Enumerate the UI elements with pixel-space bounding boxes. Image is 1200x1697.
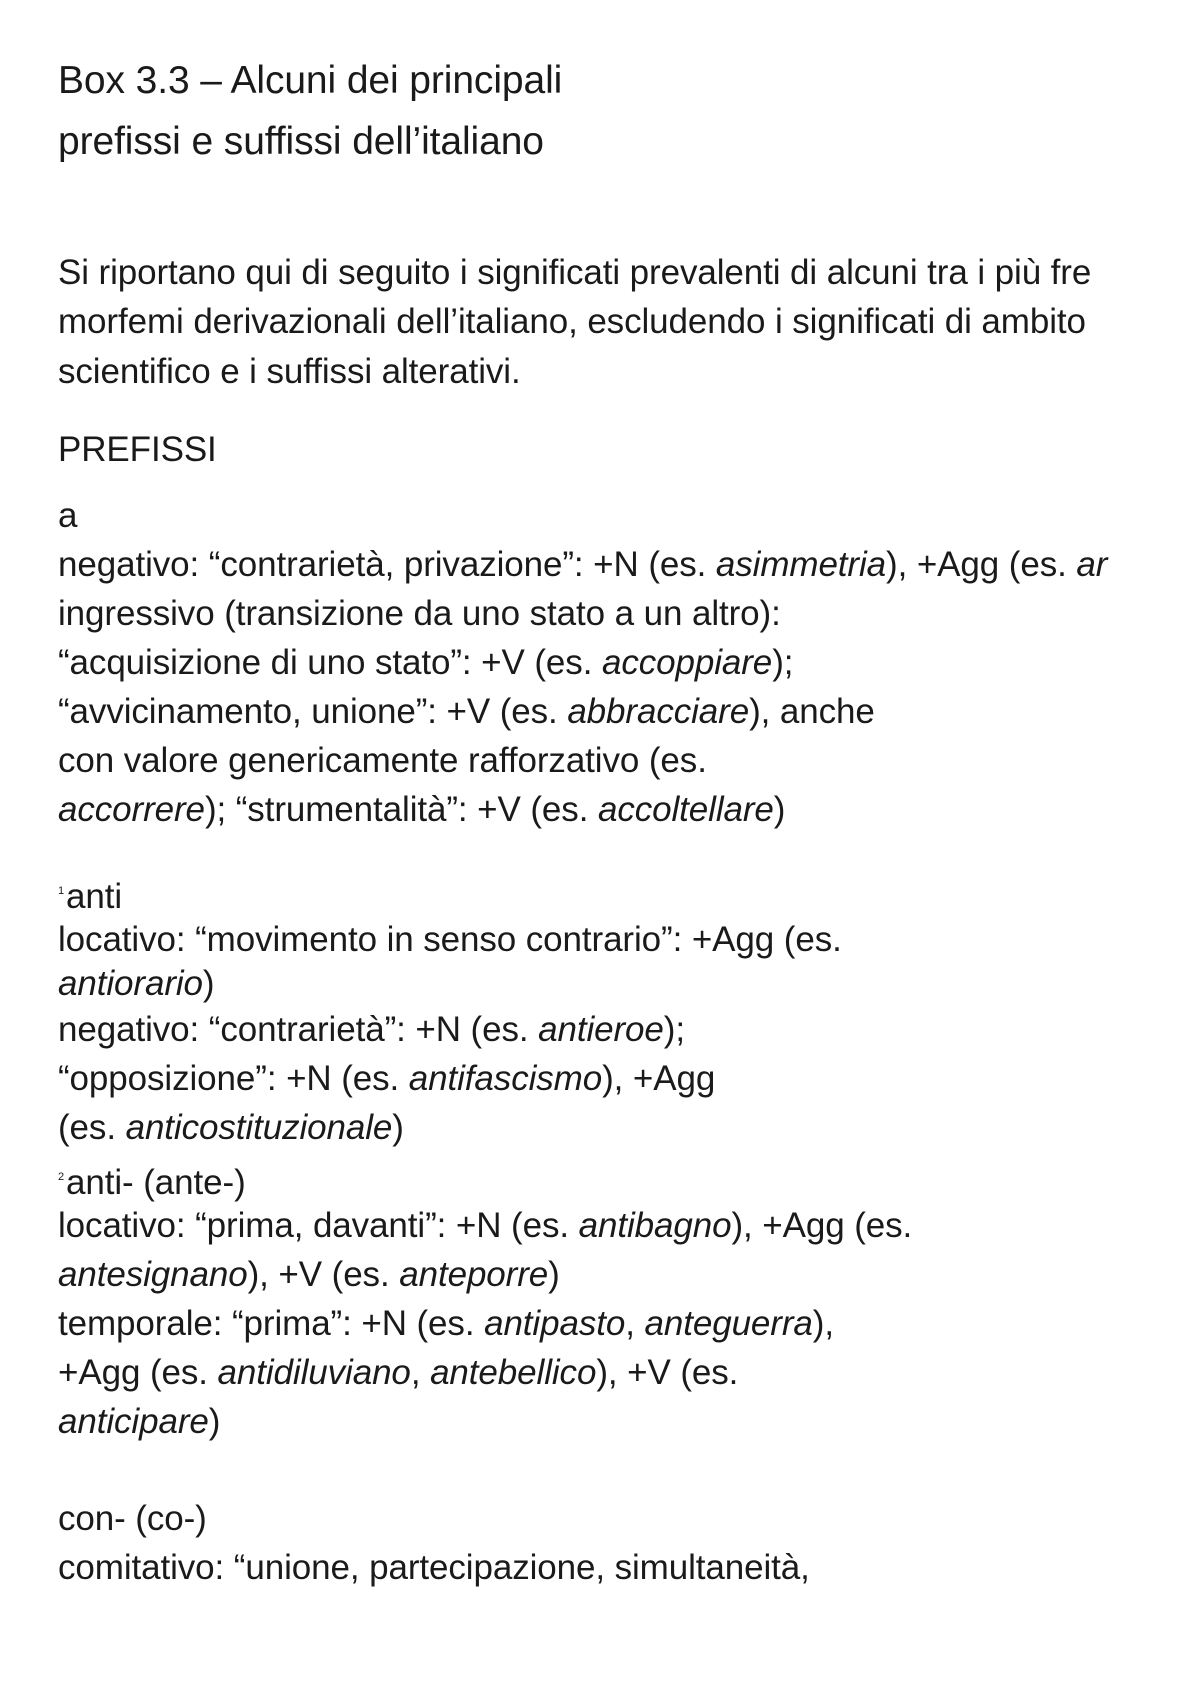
entry-a-line-2: ingressivo (transizione da uno stato a un altro): [58,594,781,633]
entry-anti1-line-4: “opposizione”: +N (es. antifascismo), +Agg [58,1059,716,1098]
entry-anti1-line-1: locativo: “movimento in senso contrario”: +Agg (es. [58,920,842,959]
entry-a-line-3: “acquisizione di uno stato”: +V (es. accoppiare); [58,643,794,682]
intro-line-2: morfemi derivazionali dell’italiano, escludendo i significati di ambito [58,302,1086,341]
box-title-line-2: prefissi e suffissi dell’italiano [58,120,544,163]
intro-line-3: scientifico e i suffissi alterativi. [58,352,521,391]
entry-anti1-line-2: antiorario) [58,964,215,1003]
entry-a-head: a [58,496,78,535]
entry-anti1-head: $^1$anti [58,877,123,916]
entry-con-line-1: comitativo: “unione, partecipazione, simultaneità, [58,1548,810,1587]
entry-anti2-line-3: temporale: “prima”: +N (es. antipasto, anteguerra), [58,1304,834,1343]
entry-anti2-superscript: 2 [58,1171,65,1183]
entry-anti1-line-3: negativo: “contrarietà”: +N (es. antieroe); [58,1010,685,1049]
entry-anti2-head: $^2$anti- (ante-) [58,1163,246,1202]
entry-a-line-4: “avvicinamento, unione”: +V (es. abbracciare), anche [58,692,875,731]
entry-a-line-1: negativo: “contrarietà, privazione”: +N (es. asimmetria), +Agg (es. ar [58,545,1108,584]
entry-anti2-line-2: antesignano), +V (es. anteporre) [58,1255,560,1294]
intro-line-1: Si riportano qui di seguito i significati prevalenti di alcuni tra i più fre [58,253,1092,292]
entry-a-line-6: accorrere); “strumentalità”: +V (es. accoltellare) [58,790,786,829]
entry-anti1-superscript: 1 [58,885,65,897]
entry-con-head: con- (co-) [58,1499,207,1538]
entry-anti2-line-4: +Agg (es. antidiluviano, antebellico), +V (es. [58,1353,739,1392]
entry-anti1-line-5: (es. anticostituzionale) [58,1108,404,1147]
entry-anti2-line-5: anticipare) [58,1402,221,1441]
section-heading: PREFISSI [58,430,217,469]
box-title-line-1: Box 3.3 – Alcuni dei principali [58,59,563,102]
entry-anti2-line-1: locativo: “prima, davanti”: +N (es. antibagno), +Agg (es. [58,1206,913,1245]
entry-a-line-5: con valore genericamente rafforzativo (es. [58,741,707,780]
